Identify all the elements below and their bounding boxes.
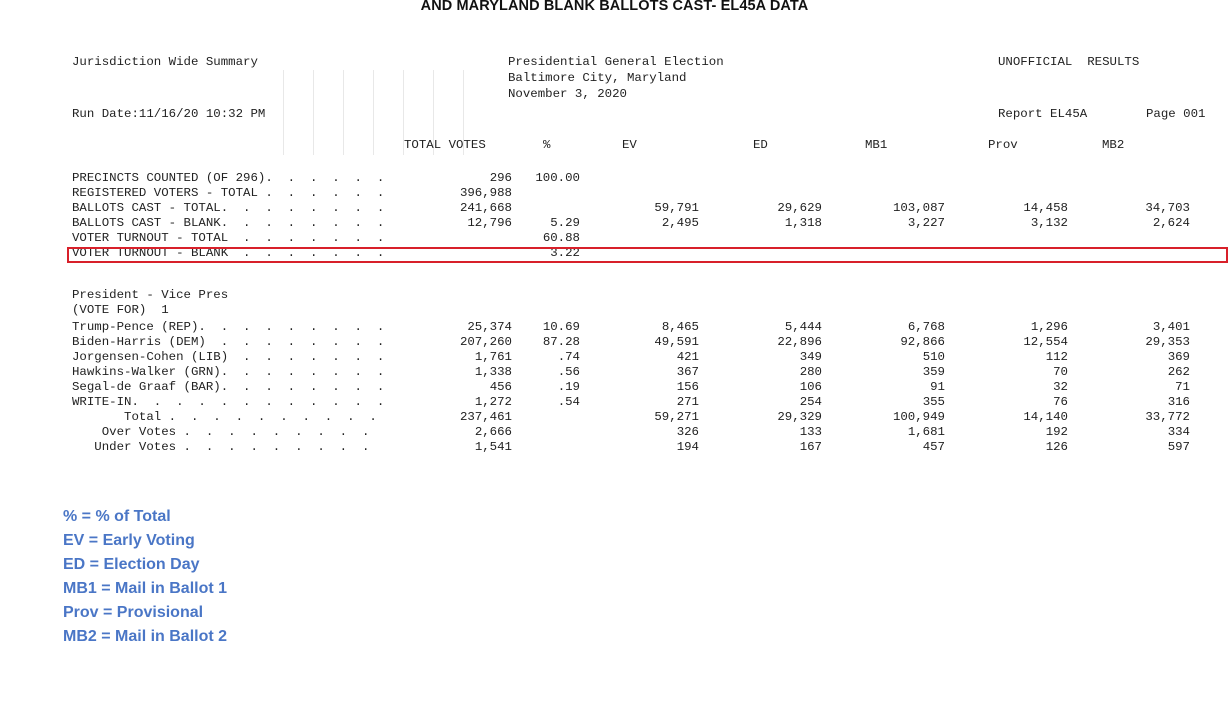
cell-percent: 87.28 [542, 335, 580, 349]
cell-mb1: 100,949 [892, 410, 945, 424]
table-row [0, 172, 1229, 185]
cell-mb2: 369 [1167, 350, 1190, 364]
col-mb2: MB2 [1102, 138, 1125, 152]
col-total-votes: TOTAL VOTES [404, 138, 486, 152]
cell-mb1: 510 [922, 350, 945, 364]
cell-total: 241,668 [459, 201, 512, 215]
table-row [0, 217, 1229, 230]
cell-percent: 10.69 [542, 320, 580, 334]
table-row [0, 336, 1229, 349]
cell-total: 1,541 [474, 440, 512, 454]
cell-total: 237,461 [459, 410, 512, 424]
row-label: BALLOTS CAST - TOTAL. . . . . . . . [72, 201, 385, 215]
cell-prov: 112 [1045, 350, 1068, 364]
cell-percent: 3.22 [550, 246, 580, 260]
cell-ed: 29,629 [777, 201, 822, 215]
table-row [0, 202, 1229, 215]
cell-mb2: 3,401 [1152, 320, 1190, 334]
col-percent: % [543, 138, 551, 152]
election-date: November 3, 2020 [508, 87, 627, 101]
cell-ev: 49,591 [654, 335, 699, 349]
cell-percent: .19 [557, 380, 580, 394]
row-label: Segal-de Graaf (BAR). . . . . . . . [72, 380, 385, 394]
cell-prov: 32 [1053, 380, 1068, 394]
scan-line [283, 70, 284, 155]
cell-ed: 133 [799, 425, 822, 439]
legend-item: EV = Early Voting [63, 532, 195, 549]
row-label: Total . . . . . . . . . . [72, 410, 377, 424]
run-date: Run Date:11/16/20 10:32 PM [72, 107, 266, 121]
cell-total: 456 [489, 380, 512, 394]
page-title: AND MARYLAND BLANK BALLOTS CAST- EL45A DATA [420, 0, 809, 14]
cell-mb1: 457 [922, 440, 945, 454]
cell-percent: .54 [557, 395, 580, 409]
blank-ballots-highlight [67, 247, 1228, 263]
cell-percent: 5.29 [550, 216, 580, 230]
cell-mb1: 355 [922, 395, 945, 409]
cell-ev: 271 [676, 395, 699, 409]
cell-total: 1,761 [474, 350, 512, 364]
cell-prov: 126 [1045, 440, 1068, 454]
legend-item: % = % of Total [63, 508, 171, 525]
cell-ed: 106 [799, 380, 822, 394]
page-number: Page 001 [1146, 107, 1206, 121]
row-label: Biden-Harris (DEM) . . . . . . . . [72, 335, 385, 349]
election-name: Presidential General Election [508, 55, 724, 69]
cell-ev: 2,495 [661, 216, 699, 230]
cell-ev: 326 [676, 425, 699, 439]
cell-percent: .56 [557, 365, 580, 379]
contest-vote-for: (VOTE FOR) 1 [72, 303, 169, 317]
col-ev: EV [622, 138, 637, 152]
row-label: VOTER TURNOUT - BLANK . . . . . . . [72, 246, 385, 260]
cell-mb2: 334 [1167, 425, 1190, 439]
row-label: Over Votes . . . . . . . . . [72, 425, 370, 439]
cell-ev: 367 [676, 365, 699, 379]
cell-ev: 59,791 [654, 201, 699, 215]
legend-item: MB1 = Mail in Ballot 1 [63, 580, 228, 597]
scan-line [373, 70, 374, 155]
table-row [0, 426, 1229, 439]
row-label: Trump-Pence (REP). . . . . . . . . [72, 320, 385, 334]
cell-ev: 8,465 [661, 320, 699, 334]
cell-mb2: 33,772 [1145, 410, 1190, 424]
cell-ev: 421 [676, 350, 699, 364]
table-row [0, 381, 1229, 394]
cell-prov: 14,458 [1023, 201, 1068, 215]
cell-mb1: 3,227 [907, 216, 945, 230]
cell-prov: 192 [1045, 425, 1068, 439]
cell-total: 296 [489, 171, 512, 185]
cell-percent: 60.88 [542, 231, 580, 245]
cell-percent: .74 [557, 350, 580, 364]
cell-mb2: 316 [1167, 395, 1190, 409]
jurisdiction-label: Jurisdiction Wide Summary [72, 55, 258, 69]
row-label: Hawkins-Walker (GRN). . . . . . . . [72, 365, 385, 379]
cell-ed: 1,318 [784, 216, 822, 230]
row-label: REGISTERED VOTERS - TOTAL . . . . . . [72, 186, 385, 200]
cell-ed: 349 [799, 350, 822, 364]
cell-percent: 100.00 [535, 171, 580, 185]
election-location: Baltimore City, Maryland [508, 71, 687, 85]
row-label: VOTER TURNOUT - TOTAL . . . . . . . [72, 231, 385, 245]
col-ed: ED [753, 138, 768, 152]
cell-mb1: 359 [922, 365, 945, 379]
cell-ev: 156 [676, 380, 699, 394]
cell-total: 207,260 [459, 335, 512, 349]
cell-prov: 70 [1053, 365, 1068, 379]
table-row [0, 411, 1229, 424]
cell-prov: 1,296 [1030, 320, 1068, 334]
row-label: Under Votes . . . . . . . . . [72, 440, 370, 454]
table-row [0, 187, 1229, 200]
table-row [0, 321, 1229, 334]
cell-total: 2,666 [474, 425, 512, 439]
cell-total: 12,796 [467, 216, 512, 230]
scan-line [313, 70, 314, 155]
cell-mb1: 92,866 [900, 335, 945, 349]
cell-mb2: 262 [1167, 365, 1190, 379]
cell-ed: 5,444 [784, 320, 822, 334]
cell-mb2: 2,624 [1152, 216, 1190, 230]
cell-total: 25,374 [467, 320, 512, 334]
results-status: UNOFFICIAL RESULTS [998, 55, 1140, 69]
cell-ed: 22,896 [777, 335, 822, 349]
cell-ed: 167 [799, 440, 822, 454]
cell-total: 396,988 [459, 186, 512, 200]
cell-total: 1,338 [474, 365, 512, 379]
table-row [0, 396, 1229, 409]
col-mb1: MB1 [865, 138, 888, 152]
cell-ev: 194 [676, 440, 699, 454]
report-id: Report EL45A [998, 107, 1088, 121]
cell-prov: 3,132 [1030, 216, 1068, 230]
cell-mb2: 71 [1175, 380, 1190, 394]
table-row [0, 441, 1229, 454]
cell-mb1: 91 [930, 380, 945, 394]
cell-prov: 76 [1053, 395, 1068, 409]
legend-item: Prov = Provisional [63, 604, 204, 621]
cell-mb2: 34,703 [1145, 201, 1190, 215]
contest-name: President - Vice Pres [72, 288, 229, 302]
table-row [0, 351, 1229, 364]
legend-item: MB2 = Mail in Ballot 2 [63, 628, 228, 645]
cell-mb2: 597 [1167, 440, 1190, 454]
cell-prov: 14,140 [1023, 410, 1068, 424]
cell-ed: 280 [799, 365, 822, 379]
table-row [0, 366, 1229, 379]
scan-line [343, 70, 344, 155]
cell-mb1: 103,087 [892, 201, 945, 215]
row-label: BALLOTS CAST - BLANK. . . . . . . . [72, 216, 385, 230]
cell-ed: 29,329 [777, 410, 822, 424]
cell-prov: 12,554 [1023, 335, 1068, 349]
table-row [0, 232, 1229, 245]
cell-total: 1,272 [474, 395, 512, 409]
cell-mb1: 1,681 [907, 425, 945, 439]
row-label: WRITE-IN. . . . . . . . . . . . [72, 395, 385, 409]
cell-ev: 59,271 [654, 410, 699, 424]
col-prov: Prov [988, 138, 1018, 152]
legend-item: ED = Election Day [63, 556, 200, 573]
row-label: PRECINCTS COUNTED (OF 296). . . . . . [72, 171, 385, 185]
cell-mb2: 29,353 [1145, 335, 1190, 349]
cell-mb1: 6,768 [907, 320, 945, 334]
row-label: Jorgensen-Cohen (LIB) . . . . . . . [72, 350, 385, 364]
cell-ed: 254 [799, 395, 822, 409]
